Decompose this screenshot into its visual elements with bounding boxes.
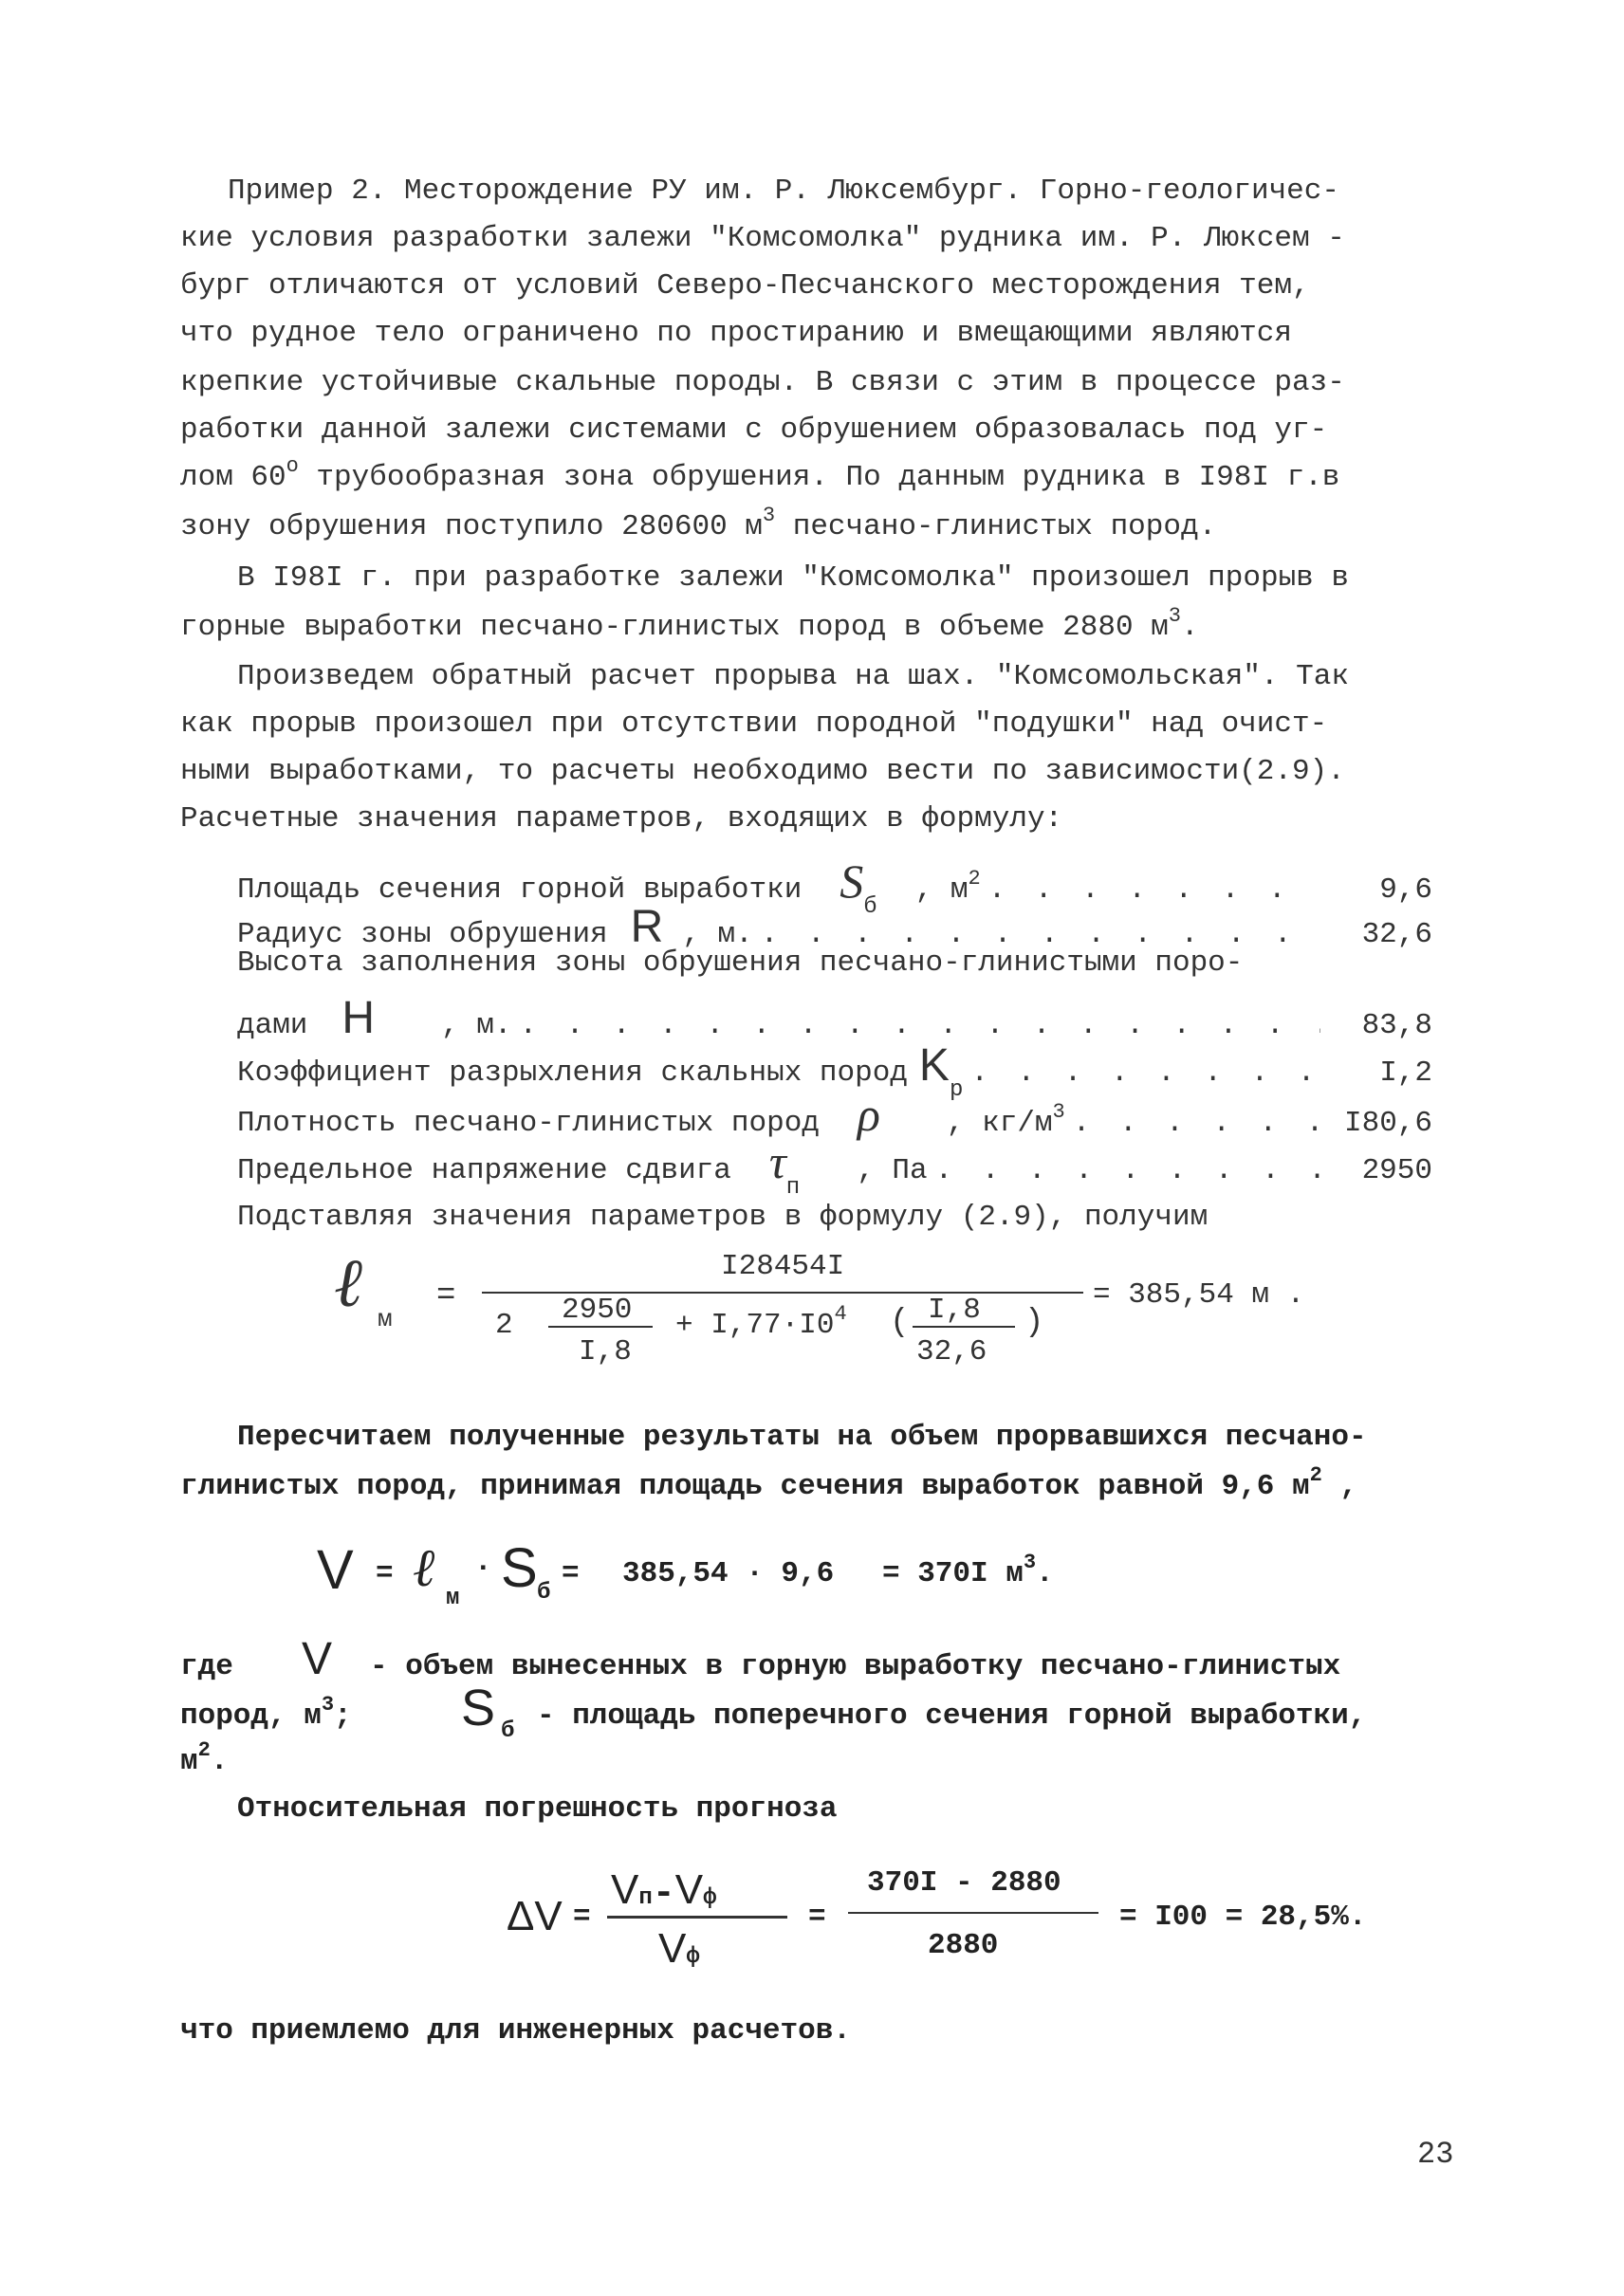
leader-dots: [935, 1154, 1320, 1187]
equals-sign: =: [436, 1278, 456, 1314]
param-label: Площадь сечения горной выработки: [237, 873, 803, 907]
paren-den: 32,6: [916, 1335, 987, 1368]
param-symbol: [768, 1134, 801, 1201]
where-word: где: [180, 1650, 233, 1683]
unit-text: , кг/м: [946, 1107, 1053, 1140]
where-line-1-text: - объем вынесенных в горную выработку песчано-глинистых: [370, 1650, 1341, 1683]
v-symbol: V: [317, 1539, 354, 1601]
symbol-k: K: [918, 1040, 950, 1091]
param-label: Предельное напряжение сдвига: [237, 1154, 731, 1187]
delta-v: ΔV: [507, 1893, 563, 1939]
l-sub: м: [446, 1586, 460, 1611]
where-unit-sup: 3: [321, 1693, 335, 1717]
intro-line-1-text: Пример 2. Месторождение РУ им. Р. Люксембург. Горно-геологичес-: [228, 174, 1339, 208]
recalc-line-2-post: ,: [1321, 1470, 1358, 1503]
num-minus: -: [652, 1873, 675, 1916]
numerator: I28454I: [721, 1250, 845, 1283]
where-line-3-sup: 2: [197, 1738, 211, 1762]
symbol-rho: ρ: [857, 1088, 880, 1141]
paren-open: (: [890, 1305, 910, 1341]
symbol-h: H: [341, 993, 376, 1043]
param-unit: , Па: [857, 1154, 928, 1187]
num-b: V: [674, 1866, 704, 1913]
param-label: Коэффициент разрыхления скальных пород: [237, 1056, 908, 1090]
param-value: 83,8: [1361, 1009, 1432, 1042]
param-value: 2950: [1361, 1154, 1432, 1187]
den-plus-term: [675, 1302, 847, 1342]
lhs-l: ℓ: [334, 1245, 362, 1321]
den-frac-bar: [548, 1326, 653, 1328]
where-unit: пород, м: [180, 1699, 322, 1733]
relative-error-title: Относительная погрешность прогноза: [237, 1792, 838, 1826]
where-s: S: [461, 1680, 496, 1736]
num-a-sub: п: [638, 1885, 653, 1911]
paren-frac-bar: [913, 1326, 1015, 1328]
error-result: = I00 = 28,5%.: [1119, 1901, 1367, 1934]
unit-text: , м: [914, 873, 969, 907]
intro-line-8-pre: зону обрушения поступило 280600 м: [180, 510, 763, 543]
frac1-bar: [607, 1916, 787, 1919]
intro-line-5: крепкие устойчивые скальные породы. В связи с этим в процессе раз-: [180, 366, 1345, 399]
where-line-2-text: - площадь поперечного сечения горной выработки,: [537, 1699, 1367, 1733]
recalc-line-2: [180, 1463, 1358, 1503]
den-v: V: [658, 1925, 687, 1972]
para2-sup: 3: [1168, 604, 1181, 628]
symbol-s: S: [840, 854, 864, 908]
result-post: .: [1036, 1557, 1054, 1590]
substitution-text: Подставляя значения параметров в формулу (2.9), получим: [237, 1201, 1209, 1234]
param-label: Плотность песчано-глинистых пород: [237, 1107, 820, 1140]
intro-line-3: бург отличаются от условий Северо-Песчанского месторождения тем,: [180, 269, 1310, 303]
den-exp: 4: [834, 1302, 847, 1326]
intro-line-4: что рудное тело ограничено по простиранию и вмещающими являются: [180, 317, 1292, 350]
param-value: I,2: [1379, 1056, 1432, 1090]
para2-line-1: В I98I г. при разработке залежи "Комсомолка" произошел прорыв в: [237, 561, 1349, 595]
param-shear-stress: [237, 1134, 1432, 1201]
para2-line-2-post: .: [1180, 611, 1199, 644]
intro-line-8-post: песчано-глинистых пород.: [775, 510, 1217, 543]
symbol-sub: п: [785, 1175, 801, 1201]
equals-a: =: [573, 1901, 591, 1934]
symbol-sub: р: [949, 1077, 964, 1103]
para2-line-2-pre: горные выработки песчано-глинистых пород в объеме 2880 м: [180, 611, 1169, 644]
para2-line-2: [180, 604, 1199, 644]
paren-num: I,8: [928, 1294, 981, 1327]
den-sub: ф: [686, 1944, 700, 1970]
where-line-3: [180, 1738, 229, 1778]
frac2-bar: [848, 1912, 1098, 1914]
l-symbol: ℓ: [414, 1539, 436, 1598]
den-two: 2: [495, 1309, 513, 1342]
intro-line-8: [180, 504, 1217, 543]
recalc-sup: 2: [1309, 1463, 1322, 1487]
frac2-den: 2880: [928, 1929, 999, 1962]
equals-1: =: [376, 1557, 394, 1590]
intro-line-6: работки данной залежи системами с обрушением образовалась под уг-: [180, 413, 1328, 447]
param-label: Радиус зоны обрушения: [237, 918, 608, 951]
where-s-sub: б: [501, 1718, 515, 1744]
unit-sup: 3: [1052, 1100, 1065, 1124]
param-value: 9,6: [1379, 873, 1432, 907]
intro-line-7: [180, 454, 1340, 494]
volume-calc: 385,54 · 9,6: [622, 1557, 835, 1590]
param-value: 32,6: [1361, 918, 1432, 951]
param-unit: , м.: [441, 1009, 512, 1042]
where-semicolon: ;: [334, 1699, 352, 1733]
result-pre: = 370I м: [882, 1557, 1024, 1590]
lhs-sub: м: [378, 1305, 393, 1333]
symbol-tau: τ: [768, 1135, 786, 1188]
para3-line-2: как прорыв произошел при отсутствии породной "подушки" над очист-: [180, 707, 1328, 741]
volume-result: [882, 1551, 1054, 1590]
leader-dots: [520, 1009, 1320, 1042]
formula1-result: = 385,54 м .: [1093, 1278, 1305, 1312]
param-label: дами: [237, 1009, 308, 1042]
s-sub: б: [537, 1580, 551, 1606]
page-number: 23: [1417, 2137, 1454, 2172]
intro-line-7-pre: лом 60: [180, 461, 286, 494]
num-a: V: [611, 1866, 639, 1913]
symbol-sub: б: [863, 894, 877, 920]
frac1-num: [611, 1866, 717, 1916]
intro-line-1: [228, 176, 1432, 206]
where-line-3-unit: м: [180, 1745, 198, 1778]
para3-line-4: Расчетные значения параметров, входящих в формулу:: [180, 802, 1063, 836]
dot-op: ·: [474, 1552, 492, 1585]
cubic-sup: 3: [762, 504, 776, 527]
param-loosening-coefficient: [237, 1039, 1432, 1103]
paren-close: ): [1024, 1305, 1044, 1341]
frac2-num: 370I - 2880: [867, 1866, 1061, 1900]
para3-line-3: ными выработками, то расчеты необходимо вести по зависимости(2.9).: [180, 755, 1345, 788]
den-frac-den: I,8: [579, 1335, 632, 1368]
para3-line-1: Произведем обратный расчет прорыва на шах. "Комсомольская". Так: [237, 660, 1349, 693]
recalc-line-1: Пересчитаем полученные результаты на объем прорвавшихся песчано-: [237, 1421, 1367, 1454]
symbol-r: R: [630, 902, 664, 952]
equals-2: =: [562, 1557, 580, 1590]
s-symbol: S: [501, 1537, 538, 1599]
param-symbol: [918, 1039, 964, 1103]
param-value: I80,6: [1343, 1107, 1432, 1140]
param-fill-height-label-1: Высота заполнения зоны обрушения песчано-глинистыми поро-: [237, 946, 1244, 980]
den-frac-num: 2950: [562, 1294, 633, 1327]
param-unit: , м.: [682, 918, 753, 951]
unit-sup: 2: [968, 867, 981, 891]
leader-dots: [970, 1056, 1320, 1090]
intro-line-7-post: трубообразная зона обрушения. По данным рудника в I98I г.в: [298, 461, 1340, 494]
where-v: V: [302, 1634, 333, 1684]
intro-line-2: кие условия разработки залежи "Комсомолка" рудника им. Р. Люксем -: [180, 222, 1345, 255]
result-sup: 3: [1023, 1551, 1037, 1574]
where-line-2-pre: [180, 1693, 352, 1733]
param-fill-height: [237, 992, 1432, 1044]
param-collapse-radius: [237, 901, 1432, 953]
num-b-sub: ф: [703, 1885, 717, 1911]
frac1-den: [658, 1925, 700, 1973]
conclusion-text: что приемлемо для инженерных расчетов.: [180, 2014, 851, 2048]
equals-b: =: [808, 1901, 826, 1934]
recalc-line-2-pre: глинистых пород, принимая площадь сечения выработок равной 9,6 м: [180, 1470, 1310, 1503]
den-plus: + I,77·I0: [675, 1309, 835, 1342]
where-line-3-dot: .: [210, 1745, 229, 1778]
degree-sup: о: [286, 454, 299, 478]
